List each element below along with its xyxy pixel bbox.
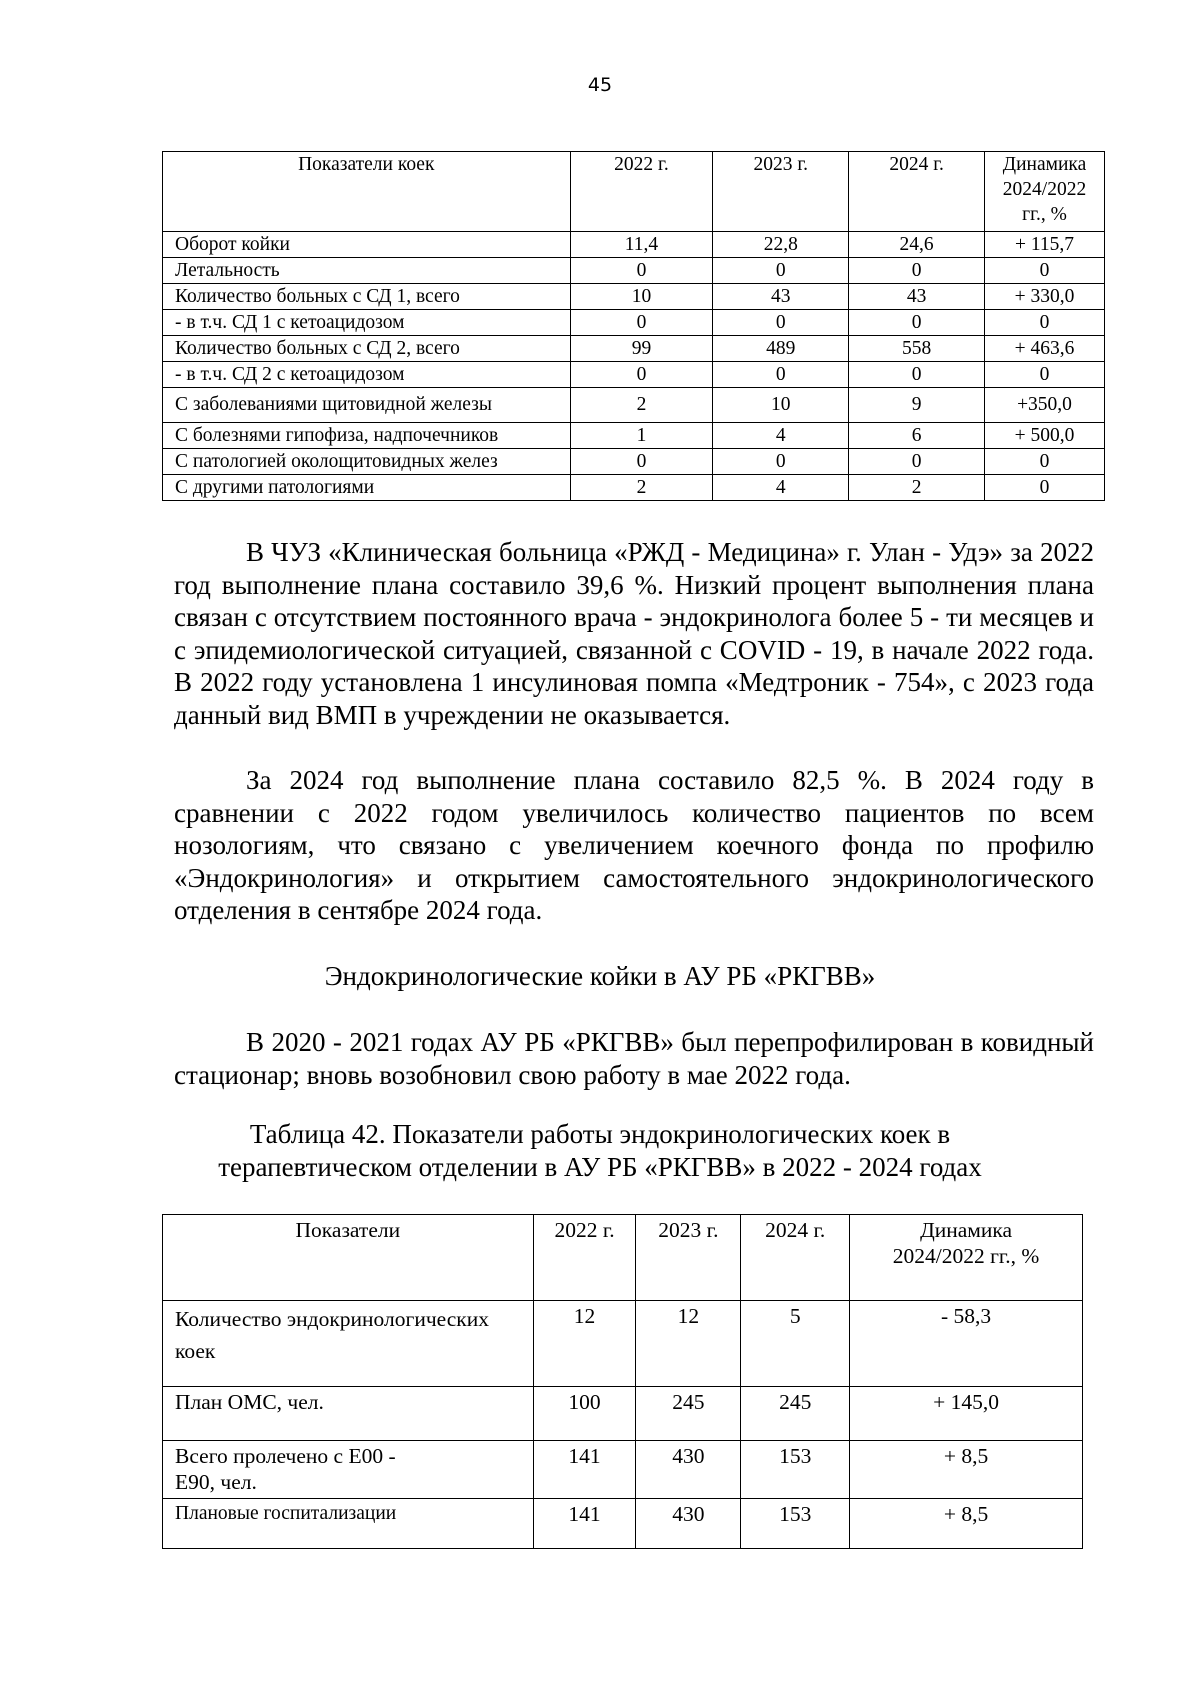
value-cell: 0 (713, 362, 849, 388)
table-header-row (163, 1215, 1083, 1301)
value-cell: 0 (985, 258, 1105, 284)
value-cell: + 330,0 (985, 284, 1105, 310)
table-row (163, 1441, 1083, 1499)
value-cell: 153 (741, 1441, 850, 1499)
header-cell: 2022 г. (533, 1215, 636, 1301)
value-cell: 43 (849, 284, 985, 310)
row-label: С патологией околощитовидных желез (163, 449, 571, 475)
table-row (163, 388, 1105, 423)
paragraph-rkgvv: В 2020 - 2021 годах АУ РБ «РКГВВ» был перепрофилирован в ковидный стационар; вновь возобновил свою работу в мае 2022 года. (174, 1027, 1094, 1090)
value-cell: + 115,7 (985, 232, 1105, 258)
value-cell: 12 (533, 1301, 636, 1387)
table-row (163, 475, 1105, 501)
value-cell: + 8,5 (850, 1499, 1083, 1549)
value-cell: 43 (713, 284, 849, 310)
value-cell: 430 (636, 1441, 741, 1499)
value-cell: 2 (570, 388, 713, 423)
value-cell: + 500,0 (985, 423, 1105, 449)
table-row (163, 1387, 1083, 1441)
value-cell: 99 (570, 336, 713, 362)
header-cell: 2023 г. (636, 1215, 741, 1301)
table-row (163, 310, 1105, 336)
row-label: С болезнями гипофиза, надпочечников (163, 423, 571, 449)
table-row (163, 1499, 1083, 1549)
value-cell: 245 (636, 1387, 741, 1441)
value-cell: 22,8 (713, 232, 849, 258)
table-row (163, 449, 1105, 475)
value-cell: 10 (570, 284, 713, 310)
header-cell: Динамика 2024/2022 гг., % (850, 1215, 1083, 1301)
header-cell: 2024 г. (849, 152, 985, 232)
value-cell: 1 (570, 423, 713, 449)
value-cell: 9 (849, 388, 985, 423)
value-cell: 0 (570, 258, 713, 284)
value-cell: 0 (849, 449, 985, 475)
value-cell: 10 (713, 388, 849, 423)
row-label: Летальность (163, 258, 571, 284)
table-row (163, 336, 1105, 362)
value-cell: 0 (570, 449, 713, 475)
value-cell: 11,4 (570, 232, 713, 258)
header-cell: 2022 г. (570, 152, 713, 232)
paragraph-2024-results: За 2024 год выполнение плана составило 82,5 %. В 2024 году в сравнении с 2022 годом увеличилось количество пациентов по всем нозологиям, что связано с увеличением коечного фонда по профилю «Эндокринология» и открытием самостоятельного эндокринологического отделения в сентябре 2024 года. (174, 765, 1094, 925)
value-cell: 0 (985, 362, 1105, 388)
table-row (163, 232, 1105, 258)
row-label: Количество больных с СД 2, всего (163, 336, 571, 362)
header-cell: Показатели коек (163, 152, 571, 232)
value-cell: 430 (636, 1499, 741, 1549)
value-cell: 4 (713, 423, 849, 449)
value-cell: 0 (570, 310, 713, 336)
table-caption-line-1: Таблица 42. Показатели работы эндокринологических коек в (249, 1119, 951, 1149)
table-row (163, 258, 1105, 284)
value-cell: + 8,5 (850, 1441, 1083, 1499)
value-cell: 2 (849, 475, 985, 501)
table-row (163, 1301, 1083, 1387)
value-cell: 12 (636, 1301, 741, 1387)
value-cell: + 145,0 (850, 1387, 1083, 1441)
value-cell: 6 (849, 423, 985, 449)
row-label: Всего пролечено с Е00 - Е90, чел. (163, 1441, 534, 1499)
value-cell: 0 (849, 362, 985, 388)
value-cell: 245 (741, 1387, 850, 1441)
value-cell: 24,6 (849, 232, 985, 258)
page-number: 45 (587, 74, 613, 96)
table-row (163, 284, 1105, 310)
value-cell: 0 (849, 310, 985, 336)
value-cell: 141 (533, 1499, 636, 1549)
value-cell: 0 (570, 362, 713, 388)
header-cell: 2023 г. (713, 152, 849, 232)
row-label: - в т.ч. СД 2 с кетоацидозом (163, 362, 571, 388)
value-cell: 489 (713, 336, 849, 362)
row-label: Количество больных с СД 1, всего (163, 284, 571, 310)
header-cell: Динамика 2024/2022 гг., % (985, 152, 1105, 232)
value-cell: 4 (713, 475, 849, 501)
value-cell: 0 (713, 449, 849, 475)
row-label: Оборот койки (163, 232, 571, 258)
paragraph-rzd-hospital: В ЧУЗ «Клиническая больница «РЖД - Медицина» г. Улан - Удэ» за 2022 год выполнение плана составило 39,6 %. Низкий процент выполнения плана связан с отсутствием постоянного врача - эндокринолога более 5 - ти месяцев и с эпидемиологической ситуацией, связанной с COVID - 19, в начале 2022 года. В 2022 году установлена 1 инсулиновая помпа «Медтроник - 754», с 2023 года данный вид ВМП в учреждении не оказывается. (174, 537, 1094, 730)
row-label: С заболеваниями щитовидной железы (163, 388, 571, 423)
header-cell: 2024 г. (741, 1215, 850, 1301)
value-cell: + 463,6 (985, 336, 1105, 362)
value-cell: 0 (985, 449, 1105, 475)
section-heading: Эндокринологические койки в АУ РБ «РКГВВ» (324, 961, 876, 991)
row-label: Плановые госпитализации (163, 1499, 534, 1549)
rkgvv-indicators-table (162, 1214, 1083, 1549)
value-cell: 2 (570, 475, 713, 501)
value-cell: 153 (741, 1499, 850, 1549)
bed-indicators-table (162, 151, 1105, 501)
value-cell: 0 (985, 310, 1105, 336)
value-cell: - 58,3 (850, 1301, 1083, 1387)
value-cell: 100 (533, 1387, 636, 1441)
table-header-row (163, 152, 1105, 232)
header-cell: Показатели (163, 1215, 534, 1301)
value-cell: 141 (533, 1441, 636, 1499)
table-caption-line-2: терапевтическом отделении в АУ РБ «РКГВВ» в 2022 - 2024 годах (218, 1152, 982, 1182)
value-cell: 0 (985, 475, 1105, 501)
row-label: План ОМС, чел. (163, 1387, 534, 1441)
value-cell: 5 (741, 1301, 850, 1387)
table-row (163, 423, 1105, 449)
value-cell: 0 (713, 310, 849, 336)
value-cell: 558 (849, 336, 985, 362)
table-row (163, 362, 1105, 388)
row-label: С другими патологиями (163, 475, 571, 501)
row-label: Количество эндокринологических коек (163, 1301, 534, 1387)
value-cell: 0 (713, 258, 849, 284)
value-cell: +350,0 (985, 388, 1105, 423)
row-label: - в т.ч. СД 1 с кетоацидозом (163, 310, 571, 336)
value-cell: 0 (849, 258, 985, 284)
